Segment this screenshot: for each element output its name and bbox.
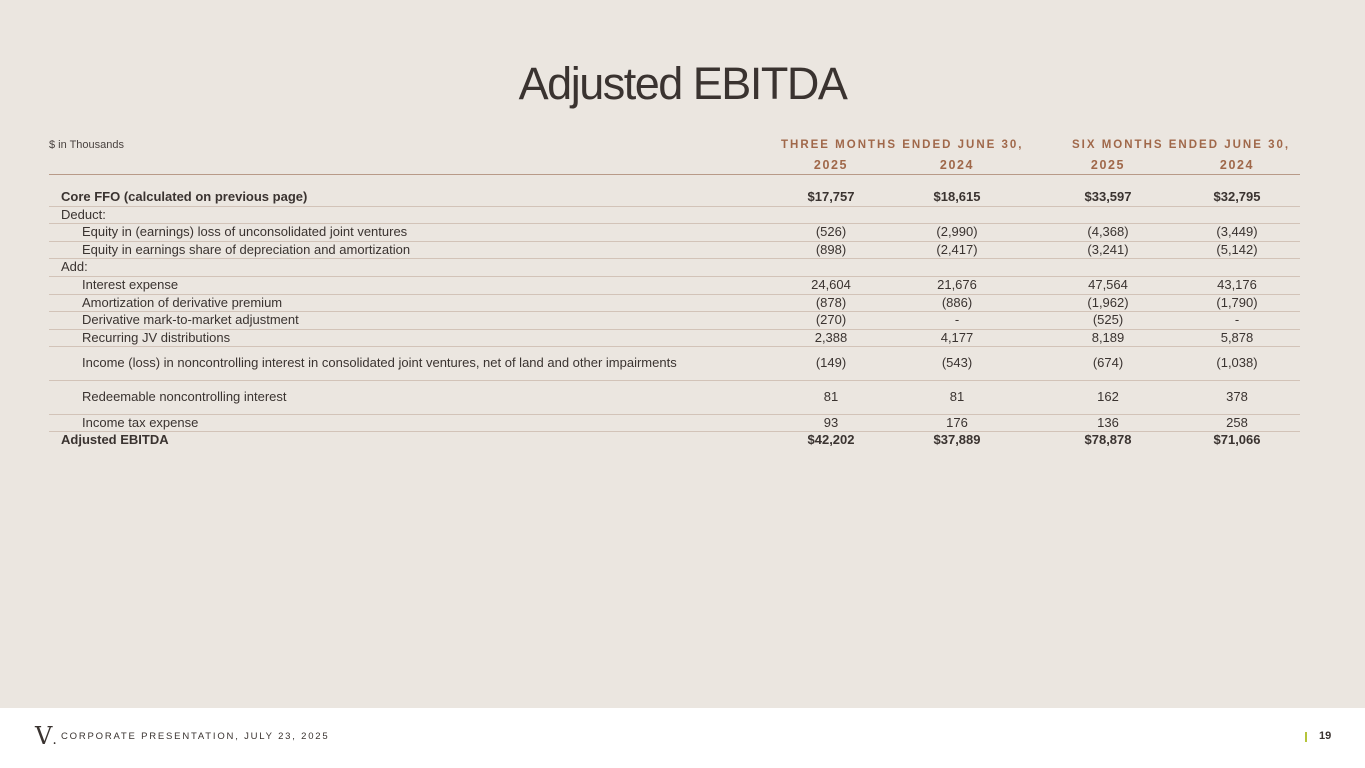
row-label: Income tax expense — [82, 414, 199, 430]
cell-value: 162 — [1097, 388, 1119, 404]
cell-value: $71,066 — [1213, 432, 1261, 448]
year-header-q-2024: 2024 — [939, 158, 975, 172]
cell-value: 378 — [1226, 388, 1248, 404]
table-row — [49, 224, 1300, 242]
cell-value: $18,615 — [933, 189, 981, 204]
cell-value: 43,176 — [1217, 276, 1257, 292]
row-label: Derivative mark-to-market adjustment — [82, 312, 299, 328]
cell-value: 2,388 — [814, 329, 848, 345]
row-label: Redeemable noncontrolling interest — [82, 388, 287, 404]
cell-value: (1,038) — [1216, 355, 1258, 371]
row-label: Amortization of derivative premium — [82, 294, 283, 310]
cell-value: (5,142) — [1216, 241, 1258, 257]
cell-value: (270) — [815, 312, 847, 328]
cell-value: (878) — [815, 294, 847, 310]
row-label: Equity in earnings share of depreciation and amortization — [82, 241, 411, 257]
company-logo: V. — [35, 722, 57, 750]
table-row — [49, 330, 1300, 348]
cell-value: 176 — [946, 414, 968, 430]
table-row — [49, 242, 1300, 260]
cell-value: 81 — [823, 388, 839, 404]
accent-bar — [1305, 732, 1307, 742]
page-title: Adjusted EBITDA — [518, 58, 847, 109]
cell-value: (898) — [815, 241, 847, 257]
cell-value: 8,189 — [1091, 329, 1125, 345]
cell-value: $33,597 — [1084, 189, 1132, 204]
cell-value: 81 — [949, 388, 965, 404]
row-label: Adjusted EBITDA — [61, 432, 169, 448]
cell-value: (2,990) — [936, 224, 978, 240]
table-row — [49, 277, 1300, 295]
cell-value: 21,676 — [937, 276, 977, 292]
table-row-total — [49, 432, 1300, 449]
page-number: 19 — [1319, 730, 1332, 742]
cell-value: (4,368) — [1087, 224, 1129, 240]
cell-value: (525) — [1092, 312, 1124, 328]
row-label: Income (loss) in noncontrolling interest in consolidated joint ventures, net of land and other impairments — [82, 355, 677, 371]
cell-value: (149) — [815, 355, 847, 371]
cell-value: 258 — [1226, 414, 1248, 430]
footer-caption: CORPORATE PRESENTATION, JULY 23, 2025 — [61, 731, 330, 742]
row-label: Interest expense — [82, 276, 179, 292]
cell-value: 5,878 — [1220, 329, 1254, 345]
cell-value: (526) — [815, 224, 847, 240]
header-divider — [49, 174, 1300, 175]
row-label: Recurring JV distributions — [82, 329, 231, 345]
logo-letter: V — [35, 722, 53, 750]
table-row — [49, 347, 1300, 381]
cell-value: 93 — [823, 414, 839, 430]
footer — [0, 708, 1365, 768]
row-label: Core FFO (calculated on previous page) — [61, 189, 308, 204]
row-label: Equity in (earnings) loss of unconsolidated joint ventures — [82, 224, 408, 240]
cell-value: $37,889 — [933, 432, 981, 448]
table-row — [49, 381, 1300, 415]
cell-value: (1,790) — [1216, 294, 1258, 310]
table-row — [49, 295, 1300, 313]
row-label: Add: — [61, 259, 88, 275]
cell-value: - — [1234, 312, 1240, 328]
cell-value: 4,177 — [940, 329, 974, 345]
cell-value: $78,878 — [1084, 432, 1132, 448]
cell-value: (674) — [1092, 355, 1124, 371]
cell-value: (543) — [941, 355, 973, 371]
cell-value: 47,564 — [1088, 276, 1128, 292]
year-header-q-2025: 2025 — [813, 158, 849, 172]
cell-value: $32,795 — [1213, 189, 1261, 204]
cell-value: $17,757 — [807, 189, 855, 204]
table-row — [49, 207, 1300, 225]
cell-value: (886) — [941, 294, 973, 310]
cell-value: - — [954, 312, 960, 328]
year-header-h-2024: 2024 — [1219, 158, 1255, 172]
table-row — [49, 312, 1300, 330]
table-row — [49, 259, 1300, 277]
units-label: $ in Thousands — [49, 139, 125, 151]
cell-value: 136 — [1097, 414, 1119, 430]
cell-value: 24,604 — [811, 276, 851, 292]
cell-value: (2,417) — [936, 241, 978, 257]
table-row — [49, 189, 1300, 207]
ebitda-table — [49, 189, 1300, 449]
three-months-header: THREE MONTHS ENDED JUNE 30, — [781, 139, 1024, 151]
cell-value: (3,241) — [1087, 241, 1129, 257]
table-row — [49, 415, 1300, 433]
cell-value: (1,962) — [1087, 294, 1129, 310]
cell-value: $42,202 — [807, 432, 855, 448]
cell-value: (3,449) — [1216, 224, 1258, 240]
year-header-h-2025: 2025 — [1090, 158, 1126, 172]
six-months-header: SIX MONTHS ENDED JUNE 30, — [1072, 139, 1291, 151]
row-label: Deduct: — [61, 206, 106, 222]
